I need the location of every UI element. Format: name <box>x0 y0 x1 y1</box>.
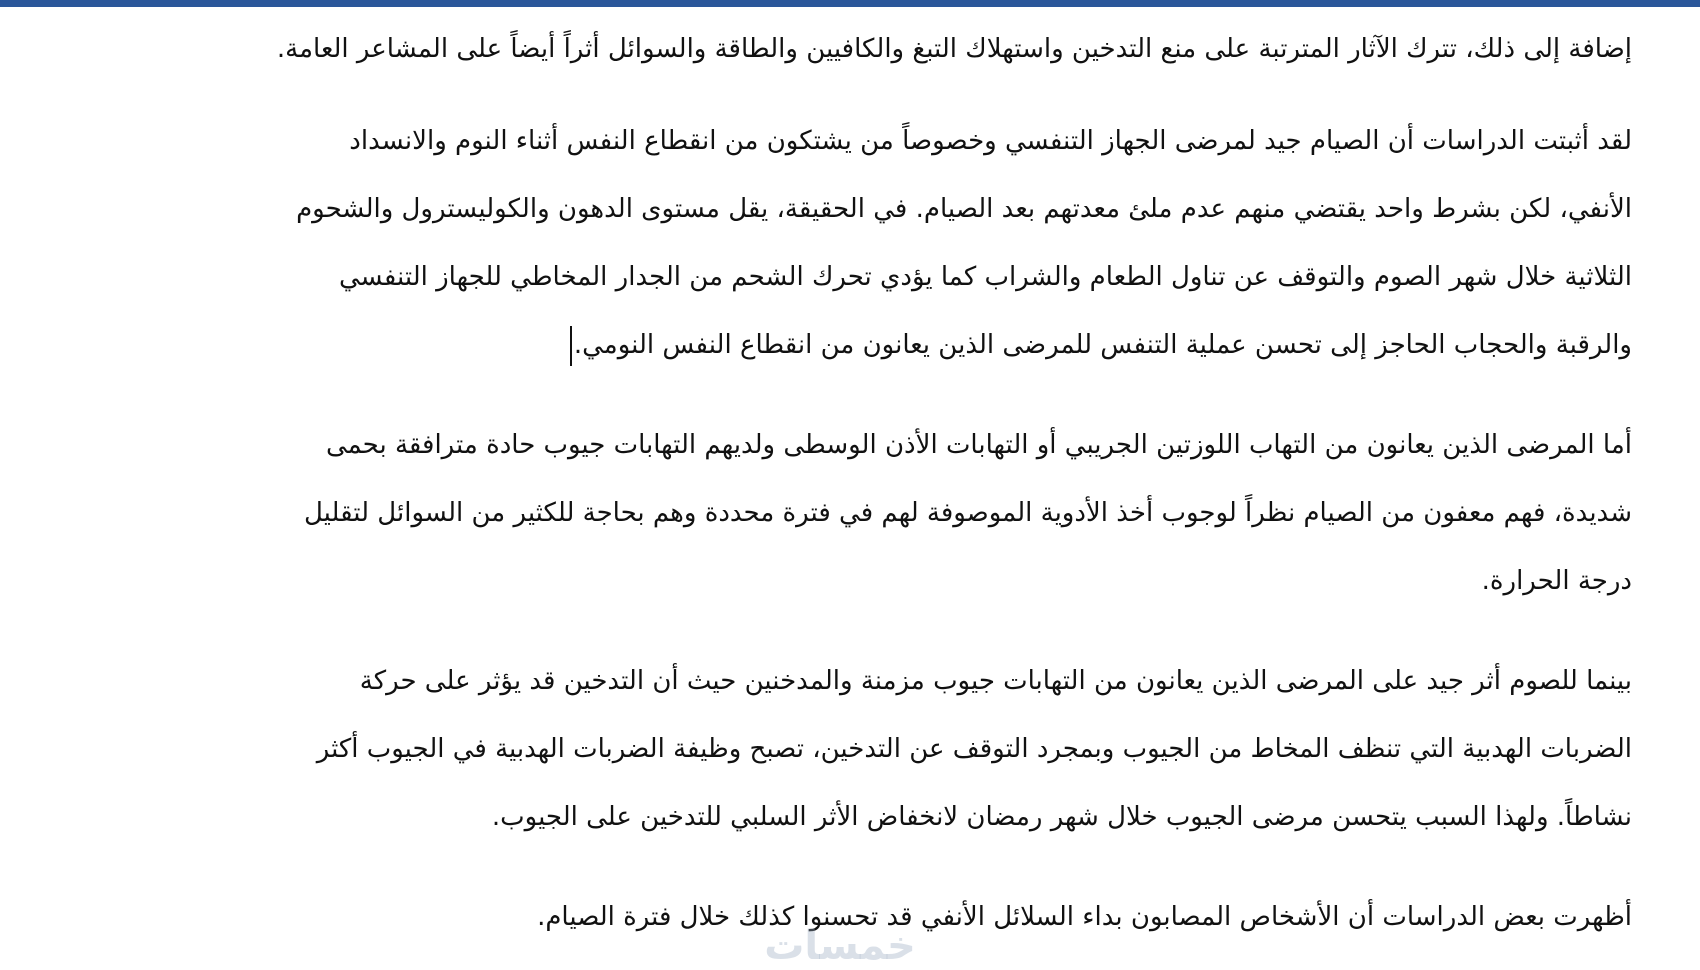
paragraph-2 <box>62 120 1632 392</box>
document-body[interactable] <box>62 28 1632 970</box>
top-accent-bar <box>0 0 1700 7</box>
watermark-logo: خمسات <box>764 923 916 969</box>
paragraph-line: أظهرت بعض الدراسات أن الأشخاص المصابون بداء السلائل الأنفي قد تحسنوا كذلك خلال فترة الصيام. <box>537 902 1632 932</box>
paragraph-line: الضربات الهدبية التي تنظف المخاط من الجيوب وبمجرد التوقف عن التدخين، تصبح وظيفة الضربات الهدبية في الجيوب أكثر <box>316 734 1632 764</box>
paragraph-3 <box>62 424 1632 628</box>
paragraph-line: بينما للصوم أثر جيد على المرضى الذين يعانون من التهابات جيوب مزمنة والمدخنين حيث أن التدخين قد يؤثر على حركة <box>359 666 1632 696</box>
paragraph-line: أما المرضى الذين يعانون من التهاب اللوزتين الجريبي أو التهابات الأذن الوسطى ولديهم التهابات جيوب حادة مترافقة بحمى <box>325 430 1632 460</box>
paragraph-line: إضافة إلى ذلك، تترك الآثار المترتبة على منع التدخين واستهلاك التبغ والكافيين والطاقة والسوائل أثراً أيضاً على المشاعر العامة. <box>276 34 1632 64</box>
paragraph-1 <box>62 28 1632 88</box>
text-cursor <box>570 326 572 366</box>
paragraph-line-text: والرقبة والحجاب الحاجز إلى تحسن عملية التنفس للمرضى الذين يعانون من انقطاع النفس النومي. <box>573 330 1632 360</box>
paragraph-line: نشاطاً. ولهذا السبب يتحسن مرضى الجيوب خلال شهر رمضان لانخفاض الأثر السلبي للتدخين على الجيوب. <box>491 802 1632 832</box>
paragraph-line: شديدة، فهم معفون من الصيام نظراً لوجوب أخذ الأدوية الموصوفة لهم في فترة محددة وهم بحاجة للكثير من السوائل لتقليل <box>303 498 1632 528</box>
paragraph-line-with-caret <box>62 324 1632 392</box>
paragraph-line: الثلاثية خلال شهر الصوم والتوقف عن تناول الطعام والشراب كما يؤدي تحرك الشحم من الجدار المخاطي للجهاز التنفسي <box>339 262 1632 292</box>
paragraph-line: لقد أثبتت الدراسات أن الصيام جيد لمرضى الجهاز التنفسي وخصوصاً من يشتكون من انقطاع النفس أثناء النوم والانسداد <box>349 126 1632 156</box>
paragraph-line: درجة الحرارة. <box>1481 566 1632 596</box>
paragraph-line: الأنفي، لكن بشرط واحد يقتضي منهم عدم ملئ معدتهم بعد الصيام. في الحقيقة، يقل مستوى الدهون والكوليسترول والشحوم <box>296 194 1632 224</box>
paragraph-4 <box>62 660 1632 864</box>
